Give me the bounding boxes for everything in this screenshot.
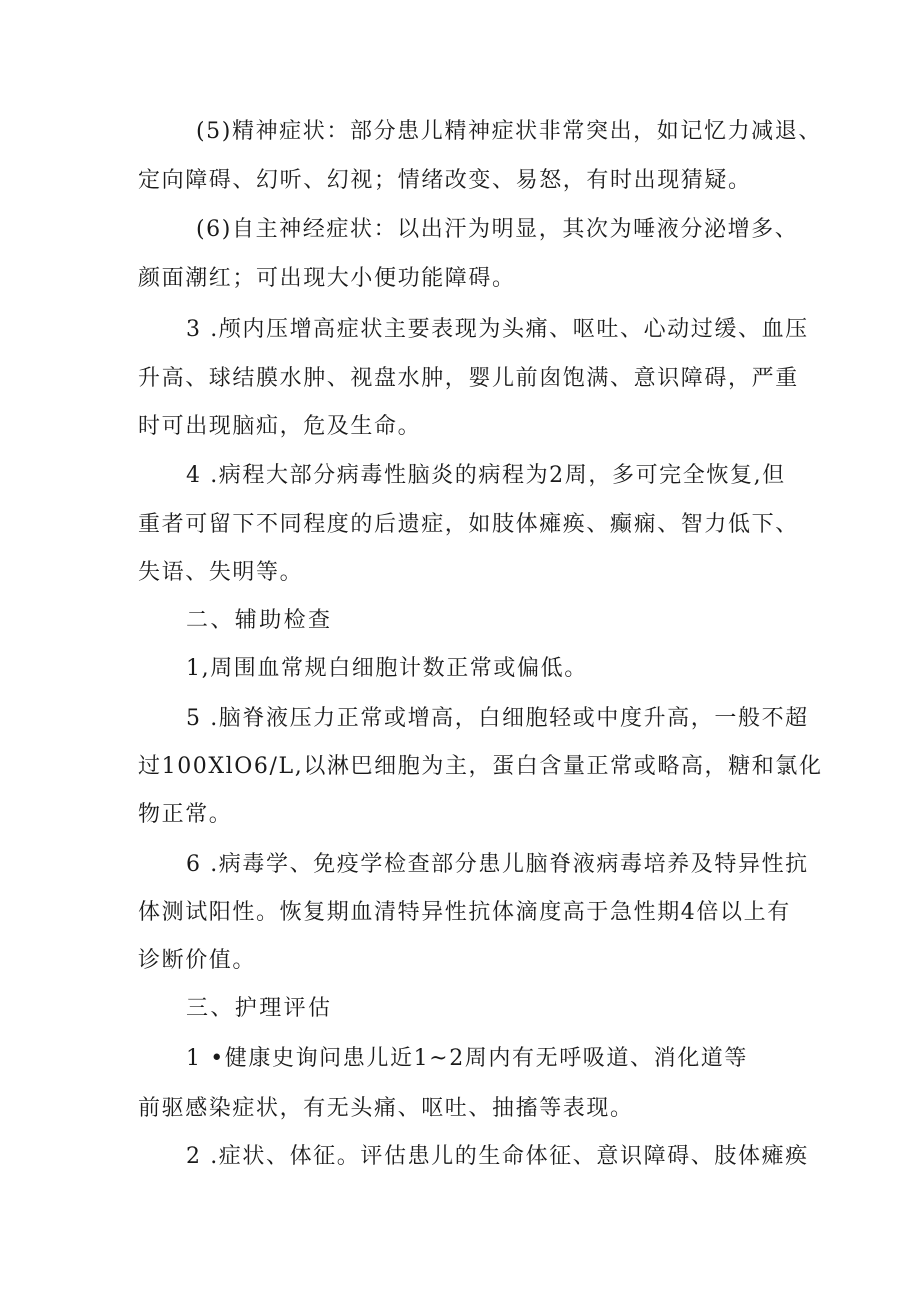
text-line: 过100XlO6/L,以淋巴细胞为主，蛋白含量正常或略高，糖和氯化 xyxy=(138,754,823,779)
text-line: 2 .症状、体征。评估患儿的生命体征、意识障碍、肢体瘫痪 xyxy=(186,1144,809,1169)
text-line: 5 .脑脊液压力正常或增高，白细胞轻或中度升高，一般不超 xyxy=(186,706,809,731)
text-line: 体测试阳性。恢复期血清特异性抗体滴度高于急性期4倍以上有 xyxy=(138,900,791,925)
heading-line: 二、辅助检查 xyxy=(186,608,333,633)
text-line: 6 .病毒学、免疫学检查部分患儿脑脊液病毒培养及特异性抗 xyxy=(186,852,809,877)
text-line: 物正常。 xyxy=(138,802,233,827)
text-line: 1,周围血常规白细胞计数正常或偏低。 xyxy=(186,656,588,681)
text-line: 定向障碍、幻听、幻视；情绪改变、易怒，有时出现猜疑。 xyxy=(138,168,752,193)
text-line: 时可出现脑疝，危及生命。 xyxy=(138,414,422,439)
text-line: 3 .颅内压增高症状主要表现为头痛、呕吐、心动过缓、血压 xyxy=(186,317,809,342)
text-line: 颜面潮红；可出现大小便功能障碍。 xyxy=(138,266,516,291)
text-line: 重者可留下不同程度的后遗症，如肢体瘫痪、癫痫、智力低下、 xyxy=(138,512,799,537)
text-line: 升高、球结膜水肿、视盘水肿，婴儿前囱饱满、意识障碍，严重 xyxy=(138,366,799,391)
text-line: 诊断价值。 xyxy=(138,948,257,973)
text-line: 前驱感染症状，有无头痛、呕吐、抽搐等表现。 xyxy=(138,1096,634,1121)
text-line: 失语、失明等。 xyxy=(138,560,304,585)
text-line: 4 .病程大部分病毒性脑炎的病程为2周，多可完全恢复,但 xyxy=(186,463,786,488)
text-line: (6)自主神经症状：以出汗为明显，其次为唾液分泌增多、 xyxy=(196,217,799,242)
text-line: 1 •健康史询问患儿近1~2周内有无呼吸道、消化道等 xyxy=(186,1046,748,1071)
text-line: (5)精神症状：部分患儿精神症状非常突出，如记忆力减退、 xyxy=(196,119,822,144)
heading-line: 三、护理评估 xyxy=(186,996,333,1021)
